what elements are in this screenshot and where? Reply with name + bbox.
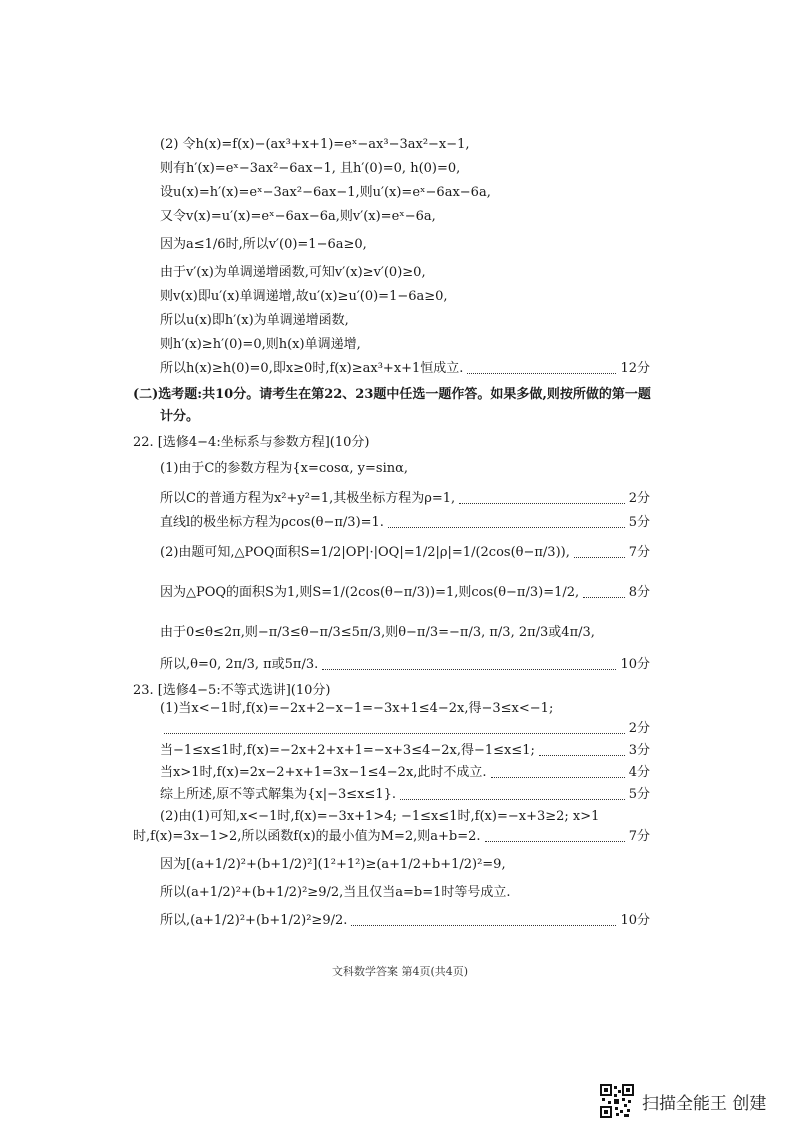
solution-line: (1)由于C的参数方程为{x=cosα, y=sinα,	[160, 461, 409, 476]
question-22-heading: 22. [选修4−4:坐标系与参数方程](10分)	[133, 435, 370, 450]
section-heading-cont: 计分。	[160, 409, 200, 424]
solution-line: 所以(a+1/2)²+(b+1/2)²≥9/2,当且仅当a=b=1时等号成立.	[160, 885, 511, 900]
solution-line: (1)当x<−1时,f(x)=−2x+2−x−1=−3x+1≤4−2x,得−3≤x<−1;	[160, 701, 554, 716]
solution-line: 又令v(x)=u′(x)=eˣ−6ax−6a,则v′(x)=eˣ−6a,	[160, 209, 436, 224]
scanner-watermark	[600, 1083, 790, 1119]
solution-line-scored: 因为△POQ的面积S为1,则S=1/(2cos(θ−π/3))=1,则cos(θ−π/3)=1/2, 8分	[160, 585, 650, 600]
watermark-text: 扫描全能王 创建	[642, 1093, 767, 1114]
solution-line-scored: 当x>1时,f(x)=2x−2+x+1=3x−1≤4−2x,此时不成立. 4分	[160, 765, 650, 780]
solution-line: (2) 令h(x)=f(x)−(ax³+x+1)=eˣ−ax³−3ax²−x−1,	[160, 137, 470, 152]
solution-line: 因为[(a+1/2)²+(b+1/2)²](1²+1²)≥(a+1/2+b+1/2)²=9,	[160, 857, 506, 872]
solution-line-scored: 直线l的极坐标方程为ρcos(θ−π/3)=1. 5分	[160, 515, 650, 530]
solution-line-scored: 时,f(x)=3x−1>2,所以函数f(x)的最小值为M=2,则a+b=2. 7分	[133, 829, 650, 844]
score-only-line: 2分	[160, 720, 650, 738]
question-23-heading: 23. [选修4−5:不等式选讲](10分)	[133, 683, 331, 698]
solution-line: 设u(x)=h′(x)=eˣ−3ax²−6ax−1,则u′(x)=eˣ−6ax−6a,	[160, 185, 491, 200]
solution-line: 则有h′(x)=eˣ−3ax²−6ax−1, 且h′(0)=0, h(0)=0,	[160, 161, 461, 176]
solution-line: 则v(x)即u′(x)单调递增,故u′(x)≥u′(0)=1−6a≥0,	[160, 289, 448, 304]
solution-line-scored: 所以,(a+1/2)²+(b+1/2)²≥9/2. 10分	[160, 913, 650, 928]
solution-line: 则h′(x)≥h′(0)=0,则h(x)单调递增,	[160, 337, 361, 352]
solution-line: (2)由(1)可知,x<−1时,f(x)=−3x+1>4; −1≤x≤1时,f(x)=−x+3≥2; x>1	[160, 809, 600, 824]
solution-line: 由于v′(x)为单调递增函数,可知v′(x)≥v′(0)≥0,	[160, 265, 426, 280]
solution-line: 所以u(x)即h′(x)为单调递增函数,	[160, 313, 349, 328]
solution-line-scored: 所以C的普通方程为x²+y²=1,其极坐标方程为ρ=1, 2分	[160, 491, 650, 506]
solution-line-scored: 综上所述,原不等式解集为{x|−3≤x≤1}. 5分	[160, 787, 650, 802]
qr-code-icon	[600, 1084, 634, 1118]
solution-line-scored: 当−1≤x≤1时,f(x)=−2x+2+x+1=−x+3≤4−2x,得−1≤x≤1; 3分	[160, 743, 650, 758]
solution-line: 由于0≤θ≤2π,则−π/3≤θ−π/3≤5π/3,则θ−π/3=−π/3, π/3, 2π/3或4π/3,	[160, 625, 595, 640]
section-heading: (二)选考题:共10分。请考生在第22、23题中任选一题作答。如果多做,则按所做的第一题	[133, 387, 651, 402]
solution-line: 因为a≤1/6时,所以v′(0)=1−6a≥0,	[160, 237, 367, 252]
solution-line-scored: (2)由题可知,△POQ面积S=1/2|OP|·|OQ|=1/2|ρ|=1/(2cos(θ−π/3)), 7分	[160, 545, 650, 560]
score-label: 12分	[620, 361, 650, 376]
solution-line-scored: 所以h(x)≥h(0)=0,即x≥0时,f(x)≥ax³+x+1恒成立. 12分	[160, 361, 650, 376]
solution-line-scored: 所以,θ=0, 2π/3, π或5π/3. 10分	[160, 657, 650, 672]
page-footer: 文科数学答案 第4页(共4页)	[331, 965, 469, 978]
